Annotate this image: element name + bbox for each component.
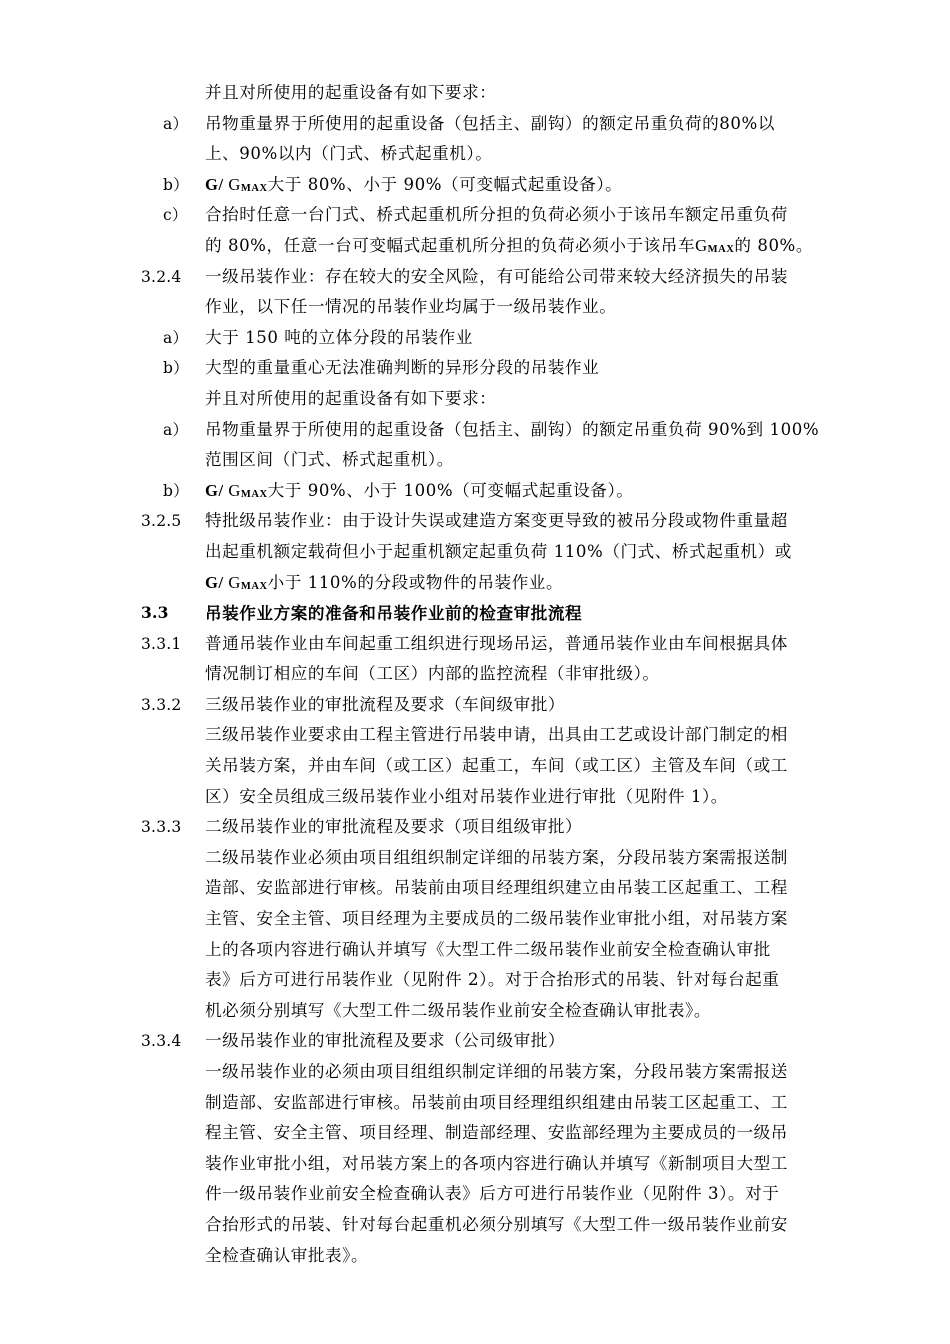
paragraph-text bbox=[205, 1057, 788, 1088]
gmax-subscript: MAX bbox=[707, 243, 735, 255]
line-text: 并且对所使用的起重设备有如下要求： bbox=[205, 83, 497, 102]
text-line bbox=[0, 904, 950, 935]
section-heading bbox=[205, 598, 582, 629]
text-line bbox=[0, 231, 950, 262]
paragraph-text bbox=[205, 200, 788, 231]
paragraph-text bbox=[205, 262, 788, 293]
line-text: 大于 150 吨的立体分段的吊装作业 bbox=[205, 327, 473, 347]
paragraph-text bbox=[205, 323, 473, 354]
section-number: 3.3.3 bbox=[141, 818, 182, 837]
formula-g: G/ bbox=[205, 174, 229, 194]
line-text: 大型的重量重心无法准确判断的异形分段的吊装作业 bbox=[205, 358, 600, 378]
paragraph-text bbox=[205, 292, 616, 323]
list-item-18 bbox=[0, 629, 950, 660]
text-line bbox=[0, 1210, 950, 1241]
line-text: 吊物重量界于所使用的起重设备（包括主、副钩）的额定吊重负荷的80%以 bbox=[205, 113, 775, 133]
text-line bbox=[0, 1179, 950, 1210]
text-line bbox=[0, 782, 950, 813]
line-text: 大于 80%、小于 90%（可变幅式起重设备）。 bbox=[267, 174, 623, 194]
text-line bbox=[0, 384, 950, 415]
gmax-subscript: MAX bbox=[240, 182, 268, 194]
line-text: 全检查确认审批表》。 bbox=[205, 1245, 369, 1265]
line-text-after: 的 80%。 bbox=[734, 235, 814, 255]
line-text: 造部、安监部进行审核。吊装前由项目经理组织建立由吊装工区起重工、工程 bbox=[205, 878, 788, 898]
gmax-main: G bbox=[228, 174, 241, 194]
line-text: 合抬形式的吊装、针对每台起重机必须分别填写《大型工件一级吊装作业前安 bbox=[205, 1214, 788, 1234]
text-line bbox=[0, 751, 950, 782]
gmax-main: G bbox=[228, 480, 241, 500]
line-text: 小于 110%的分段或物件的吊装作业。 bbox=[267, 572, 564, 592]
list-item-1 bbox=[0, 109, 950, 140]
paragraph-text bbox=[205, 568, 563, 599]
line-text: 一级吊装作业：存在较大的安全风险，有可能给公司带来较大经济损失的吊装 bbox=[205, 266, 788, 286]
line-text: 主管、安全主管、项目经理为主要成员的二级吊装作业审批小组，对吊装方案 bbox=[205, 909, 788, 929]
paragraph-text bbox=[205, 170, 622, 201]
text-line bbox=[0, 1149, 950, 1180]
list-item-8 bbox=[0, 323, 950, 354]
text-line bbox=[0, 965, 950, 996]
paragraph-text bbox=[205, 78, 496, 109]
list-marker: b） bbox=[163, 175, 189, 194]
paragraph-text bbox=[205, 935, 771, 966]
text-line bbox=[0, 537, 950, 568]
text-line bbox=[0, 445, 950, 476]
paragraph-text bbox=[205, 1179, 779, 1210]
line-text: 装作业审批小组，对吊装方案上的各项内容进行确认并填写《新制项目大型工 bbox=[205, 1153, 788, 1173]
gmax-main: G bbox=[695, 235, 708, 255]
section-number: 3.2.5 bbox=[141, 512, 182, 531]
formula-gmax bbox=[695, 236, 734, 255]
line-text: 关吊装方案，并由车间（或工区）起重工，车间（或工区）主管及车间（或工 bbox=[205, 756, 788, 776]
line-text: 吊物重量界于所使用的起重设备（包括主、副钩）的额定吊重负荷 90%到 100% bbox=[205, 419, 820, 439]
list-marker: b） bbox=[163, 481, 189, 500]
list-marker: a） bbox=[163, 114, 189, 133]
list-marker: a） bbox=[163, 328, 189, 347]
text-line bbox=[0, 659, 950, 690]
list-item-13 bbox=[0, 476, 950, 507]
paragraph-text bbox=[205, 751, 788, 782]
line-text: 制造部、安监部进行审核。吊装前由项目经理组织组建由吊装工区起重工、工 bbox=[205, 1092, 788, 1112]
text-line bbox=[0, 292, 950, 323]
line-text: 范围区间（门式、桥式起重机）。 bbox=[205, 450, 454, 470]
line-text: 上、90%以内（门式、桥式起重机）。 bbox=[205, 144, 493, 164]
line-text: 三级吊装作业的审批流程及要求（车间级审批） bbox=[205, 694, 566, 714]
gmax-main: G bbox=[228, 572, 241, 592]
paragraph-text bbox=[205, 415, 819, 446]
paragraph-text bbox=[205, 965, 779, 996]
line-text: 件一级吊装作业前安全检查确认表》后方可进行吊装作业（见附件 3）。对于 bbox=[205, 1184, 780, 1204]
paragraph-text bbox=[205, 506, 788, 537]
gmax-subscript: MAX bbox=[240, 488, 268, 500]
text-line bbox=[0, 568, 950, 599]
paragraph-text bbox=[205, 1026, 565, 1057]
list-item-17 bbox=[0, 598, 950, 629]
formula-gmax bbox=[228, 481, 267, 500]
list-item-11 bbox=[0, 415, 950, 446]
line-text: 普通吊装作业由车间起重工组织进行现场吊运，普通吊装作业由车间根据具体 bbox=[205, 633, 788, 653]
section-number: 3.2.4 bbox=[141, 267, 182, 286]
text-line bbox=[0, 873, 950, 904]
paragraph-text bbox=[205, 109, 775, 140]
text-line bbox=[0, 78, 950, 109]
paragraph-text bbox=[205, 1088, 788, 1119]
paragraph-text bbox=[205, 537, 792, 568]
formula-g: G/ bbox=[205, 480, 229, 500]
list-marker: a） bbox=[163, 420, 189, 439]
list-item-31 bbox=[0, 1026, 950, 1057]
paragraph-text bbox=[205, 139, 492, 170]
paragraph-text bbox=[205, 996, 711, 1027]
line-text: 一级吊装作业的审批流程及要求（公司级审批） bbox=[205, 1031, 566, 1051]
paragraph-text bbox=[205, 1210, 788, 1241]
section-number: 3.3.1 bbox=[141, 634, 182, 653]
line-text: 并且对所使用的起重设备有如下要求： bbox=[205, 388, 497, 408]
line-text: 情况制订相应的车间（工区）内部的监控流程（非审批级）。 bbox=[205, 664, 660, 684]
section-number: 3.3.2 bbox=[141, 695, 182, 714]
paragraph-text bbox=[205, 629, 788, 660]
line-text: 的 80%，任意一台可变幅式起重机所分担的负荷必须小于该吊车 bbox=[205, 235, 696, 255]
formula-g: G/ bbox=[205, 572, 229, 592]
paragraph-text bbox=[205, 1149, 788, 1180]
section-number: 3.3.4 bbox=[141, 1032, 182, 1051]
list-item-6 bbox=[0, 262, 950, 293]
text-line bbox=[0, 1241, 950, 1272]
line-text: 表》后方可进行吊装作业（见附件 2）。对于合抬形式的吊装、针对每台起重 bbox=[205, 970, 780, 990]
line-text: 上的各项内容进行确认并填写《大型工件二级吊装作业前安全检查确认审批 bbox=[205, 939, 771, 959]
line-text: 区）安全员组成三级吊装作业小组对吊装作业进行审批（见附件 1）。 bbox=[205, 786, 728, 806]
line-text: 程主管、安全主管、项目经理、制造部经理、安监部经理为主要成员的一级吊 bbox=[205, 1123, 788, 1143]
line-text: 二级吊装作业的审批流程及要求（项目组级审批） bbox=[205, 817, 583, 837]
paragraph-text bbox=[205, 812, 582, 843]
paragraph-text bbox=[205, 690, 565, 721]
paragraph-text bbox=[205, 353, 599, 384]
paragraph-text bbox=[205, 384, 496, 415]
paragraph-text bbox=[205, 873, 788, 904]
line-text: 吊装作业方案的准备和吊装作业前的检查审批流程 bbox=[205, 603, 583, 624]
paragraph-text bbox=[205, 445, 454, 476]
text-line bbox=[0, 996, 950, 1027]
paragraph-text bbox=[205, 659, 660, 690]
list-item-4 bbox=[0, 200, 950, 231]
text-line bbox=[0, 720, 950, 751]
text-line bbox=[0, 843, 950, 874]
list-marker: b） bbox=[163, 359, 189, 378]
paragraph-text bbox=[205, 476, 633, 507]
line-text: 三级吊装作业要求由工程主管进行吊装申请，出具由工艺或设计部门制定的相 bbox=[205, 725, 788, 745]
line-text: 二级吊装作业必须由项目组组织制定详细的吊装方案，分段吊装方案需报送制 bbox=[205, 847, 788, 867]
paragraph-text bbox=[205, 782, 728, 813]
paragraph-text bbox=[205, 720, 788, 751]
list-marker: c） bbox=[163, 206, 188, 225]
line-text: 大于 90%、小于 100%（可变幅式起重设备）。 bbox=[267, 480, 634, 500]
list-item-24 bbox=[0, 812, 950, 843]
text-line bbox=[0, 935, 950, 966]
text-line bbox=[0, 1057, 950, 1088]
paragraph-text bbox=[205, 904, 788, 935]
line-text: 出起重机额定载荷但小于起重机额定起重负荷 110%（门式、桥式起重机）或 bbox=[205, 541, 792, 561]
document-page bbox=[0, 78, 950, 1271]
text-line bbox=[0, 1118, 950, 1149]
paragraph-text bbox=[205, 1118, 788, 1149]
gmax-subscript: MAX bbox=[240, 580, 268, 592]
line-text: 作业，以下任一情况的吊装作业均属于一级吊装作业。 bbox=[205, 297, 617, 317]
paragraph-text bbox=[205, 843, 788, 874]
line-text: 特批级吊装作业：由于设计失误或建造方案变更导致的被吊分段或物件重量超 bbox=[205, 511, 788, 531]
list-item-20 bbox=[0, 690, 950, 721]
formula-gmax bbox=[228, 175, 267, 194]
line-text: 机必须分别填写《大型工件二级吊装作业前安全检查确认审批表》。 bbox=[205, 1000, 712, 1020]
text-line bbox=[0, 1088, 950, 1119]
list-item-14 bbox=[0, 506, 950, 537]
paragraph-text bbox=[205, 231, 813, 262]
section-number: 3.3 bbox=[141, 603, 169, 623]
list-item-3 bbox=[0, 170, 950, 201]
text-line bbox=[0, 139, 950, 170]
line-text: 合抬时任意一台门式、桥式起重机所分担的负荷必须小于该吊车额定吊重负荷 bbox=[205, 205, 788, 225]
list-item-9 bbox=[0, 353, 950, 384]
line-text: 一级吊装作业的必须由项目组组织制定详细的吊装方案，分段吊装方案需报送 bbox=[205, 1062, 788, 1081]
paragraph-text bbox=[205, 1241, 368, 1272]
formula-gmax bbox=[228, 573, 267, 592]
